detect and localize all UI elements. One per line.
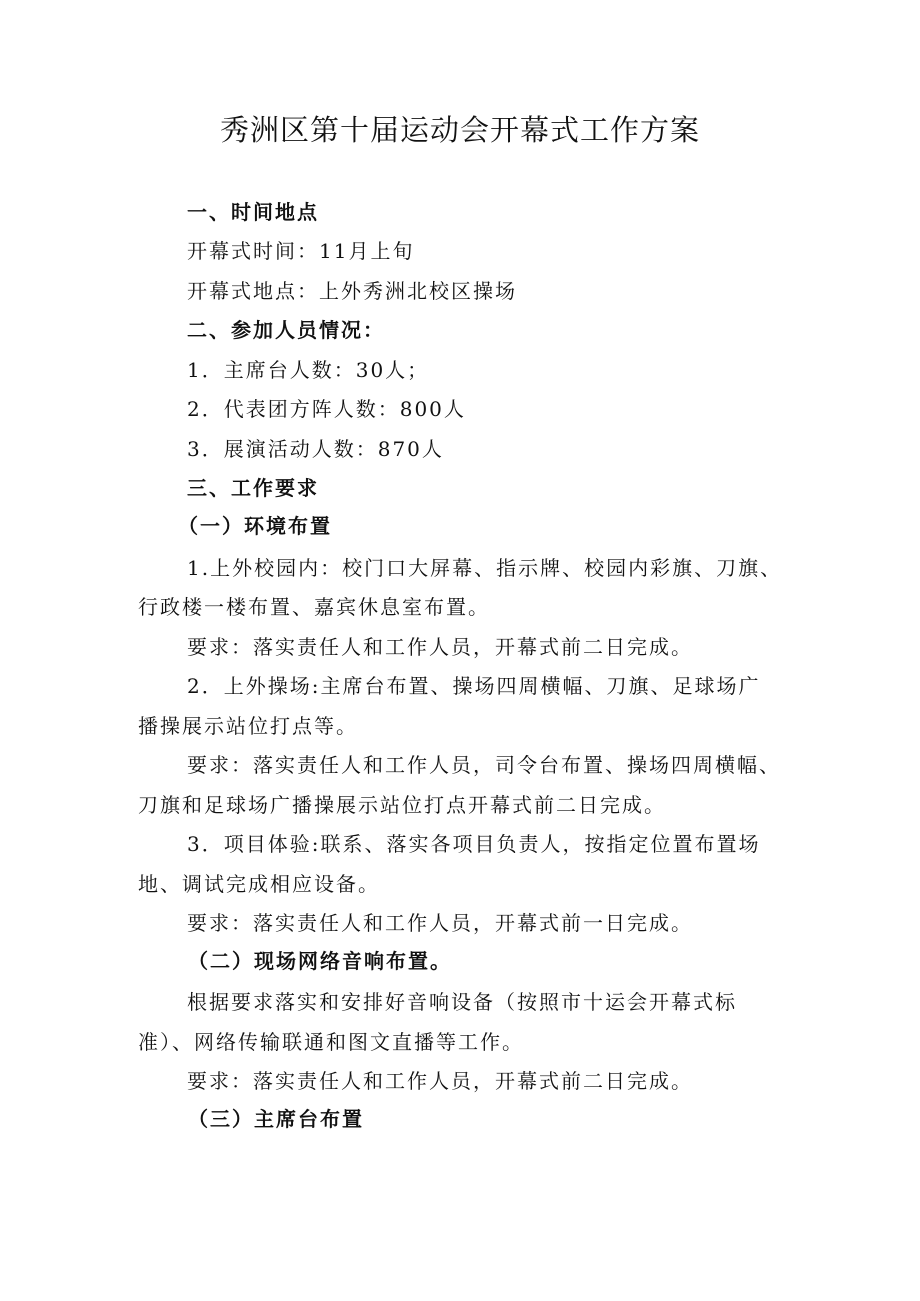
paragraph-line: 2．上外操场:主席台布置、操场四周横幅、刀旗、足球场广	[187, 674, 761, 698]
paragraph-line: 2．代表团方阵人数：800人	[187, 397, 466, 421]
paragraph-line: 1.上外校园内：校门口大屏幕、指示牌、校园内彩旗、刀旗、	[187, 556, 783, 580]
section-heading-time-place: 一、时间地点	[187, 200, 319, 224]
section-heading-participants: 二、参加人员情况：	[187, 318, 385, 342]
paragraph-line: 要求：落实责任人和工作人员，开幕式前二日完成。	[187, 635, 693, 659]
paragraph-line: 根据要求落实和安排好音响设备（按照市十运会开幕式标	[187, 990, 737, 1014]
paragraph-line: 要求：落实责任人和工作人员，开幕式前二日完成。	[187, 1069, 693, 1093]
paragraph-line: 行政楼一楼布置、嘉宾休息室布置。	[138, 595, 490, 619]
paragraph-line: 要求：落实责任人和工作人员，开幕式前一日完成。	[187, 911, 693, 935]
paragraph-line: 开幕式地点：上外秀洲北校区操场	[187, 279, 517, 303]
paragraph-line: 刀旗和足球场广播操展示站位打点开幕式前二日完成。	[138, 793, 666, 817]
paragraph-line: 3．项目体验:联系、落实各项目负责人，按指定位置布置场	[187, 832, 761, 856]
paragraph-line: 1．主席台人数：30人；	[187, 358, 430, 382]
subsection-heading-environment: （一）环境布置	[178, 514, 332, 538]
subsection-heading-network-audio: （二）现场网络音响布置。	[188, 949, 452, 973]
paragraph-line: 开幕式时间：11月上旬	[187, 239, 415, 263]
paragraph-line: 播操展示站位打点等。	[138, 714, 358, 738]
paragraph-line: 准）、网络传输联通和图文直播等工作。	[138, 1030, 524, 1054]
paragraph-line: 地、调试完成相应设备。	[138, 872, 380, 896]
section-heading-requirements: 三、工作要求	[187, 476, 319, 500]
paragraph-line: 要求：落实责任人和工作人员，司令台布置、操场四周横幅、	[187, 753, 781, 777]
document-title: 秀洲区第十届运动会开幕式工作方案	[219, 113, 700, 147]
subsection-heading-rostrum: （三）主席台布置	[188, 1107, 364, 1131]
paragraph-line: 3．展演活动人数：870人	[187, 437, 444, 461]
